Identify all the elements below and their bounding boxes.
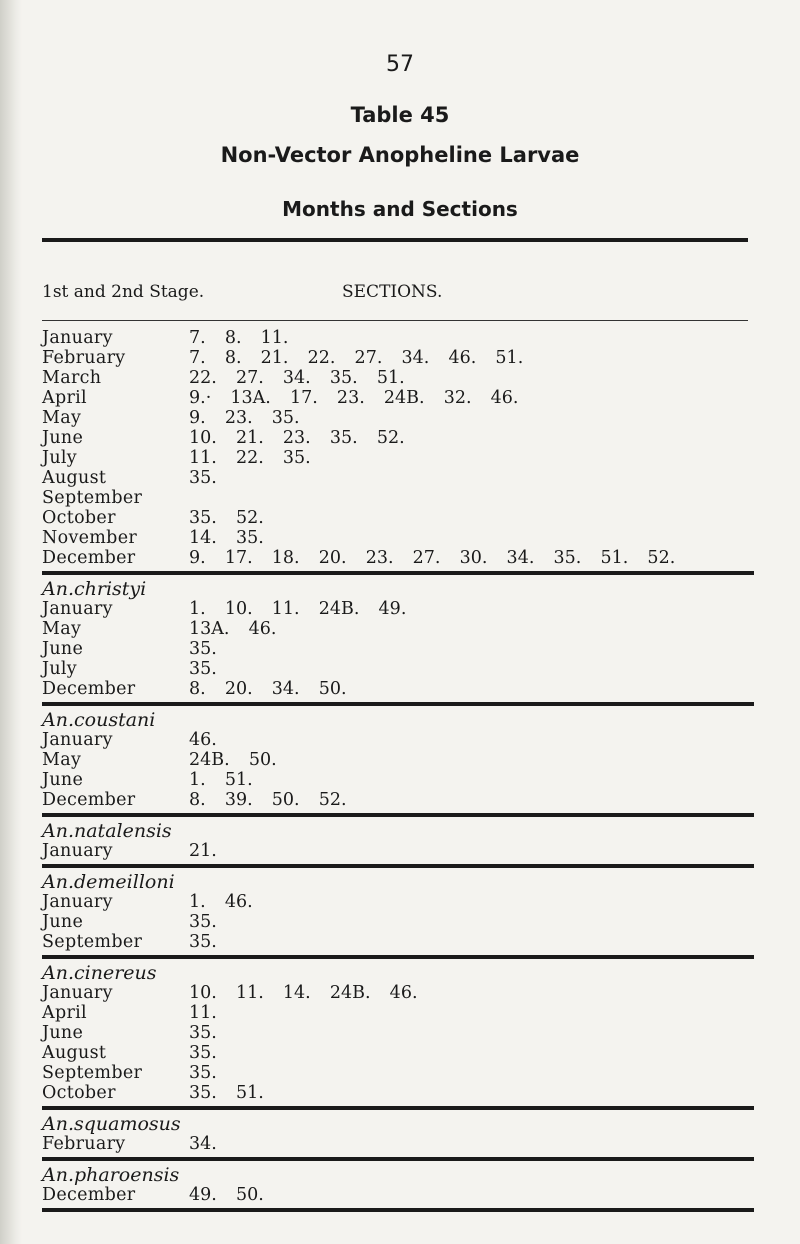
species-name: An.cinereus: [42, 962, 157, 984]
table-row: [42, 790, 754, 810]
sections-cell: 8. 39. 50. 52.: [189, 790, 347, 810]
species-name: An.christyi: [42, 578, 147, 600]
table-row: [42, 730, 754, 750]
sections-cell: 11. 22. 35.: [189, 448, 311, 468]
month-cell: December: [42, 1185, 136, 1205]
species-group: [42, 710, 754, 817]
species-name: An.demeilloni: [42, 871, 175, 893]
sections-cell: 10. 21. 23. 35. 52.: [189, 428, 405, 448]
table-caption: Months and Sections: [282, 197, 518, 221]
table-title: Table 45: [350, 103, 450, 127]
month-cell: January: [42, 983, 113, 1003]
table-row: [42, 368, 754, 388]
top-rule: [42, 238, 748, 242]
month-cell: July: [42, 659, 77, 679]
month-cell: February: [42, 348, 126, 368]
stage-header: 1st and 2nd Stage.: [42, 282, 205, 302]
table-row: [42, 468, 754, 488]
table-row: [42, 528, 754, 548]
table-row: [42, 770, 754, 790]
month-cell: August: [42, 468, 107, 488]
month-cell: September: [42, 1063, 143, 1083]
sections-cell: 1. 10. 11. 24B. 49.: [189, 599, 407, 619]
sections-cell: 34.: [189, 1134, 217, 1154]
sections-cell: 35.: [189, 1043, 217, 1063]
month-cell: January: [42, 328, 113, 348]
sections-cell: 11.: [189, 1003, 217, 1023]
sections-cell: 35. 52.: [189, 508, 264, 528]
sections-cell: 7. 8. 11.: [189, 328, 289, 348]
table-row: [42, 983, 754, 1003]
table-row: [42, 750, 754, 770]
sections-cell: 9.· 13A. 17. 23. 24B. 32. 46.: [189, 388, 519, 408]
sections-cell: 7. 8. 21. 22. 27. 34. 46. 51.: [189, 348, 524, 368]
month-cell: January: [42, 892, 113, 912]
month-cell: November: [42, 528, 138, 548]
sections-cell: 35.: [189, 468, 217, 488]
sections-cell: 46.: [189, 730, 217, 750]
sections-cell: 8. 20. 34. 50.: [189, 679, 347, 699]
month-cell: May: [42, 750, 82, 770]
table-row: [42, 488, 754, 508]
species-name: An.squamosus: [42, 1113, 181, 1135]
table-row: [42, 1043, 754, 1063]
table-row: [42, 1083, 754, 1103]
month-cell: December: [42, 790, 136, 810]
sections-header: SECTIONS.: [342, 282, 443, 302]
month-cell: September: [42, 932, 143, 952]
month-cell: June: [42, 1023, 84, 1043]
sections-cell: 9. 23. 35.: [189, 408, 300, 428]
sections-cell: 35.: [189, 912, 217, 932]
month-cell: December: [42, 679, 136, 699]
species-group: [42, 821, 754, 868]
table-row: [42, 599, 754, 619]
sections-cell: 14. 35.: [189, 528, 264, 548]
table-row: [42, 388, 754, 408]
month-cell: March: [42, 368, 102, 388]
sections-cell: 35.: [189, 1023, 217, 1043]
table-row: [42, 619, 754, 639]
species-name: An.coustani: [42, 709, 156, 731]
sections-cell: 10. 11. 14. 24B. 46.: [189, 983, 418, 1003]
records-table: [42, 328, 754, 1216]
sections-cell: 35.: [189, 639, 217, 659]
species-name: An.natalensis: [42, 820, 172, 842]
month-cell: June: [42, 639, 84, 659]
sections-cell: 1. 46.: [189, 892, 253, 912]
month-cell: May: [42, 619, 82, 639]
month-cell: June: [42, 770, 84, 790]
table-row: [42, 841, 754, 861]
sections-cell: 13A. 46.: [189, 619, 277, 639]
scan-edge: [0, 0, 22, 1244]
table-row: [42, 408, 754, 428]
month-cell: April: [42, 1003, 87, 1023]
month-cell: January: [42, 730, 113, 750]
table-row: [42, 548, 754, 568]
month-cell: August: [42, 1043, 107, 1063]
species-group: [42, 579, 754, 706]
table-row: [42, 348, 754, 368]
sections-cell: 21.: [189, 841, 217, 861]
month-cell: July: [42, 448, 77, 468]
species-name: An.pharoensis: [42, 1164, 180, 1186]
table-row: [42, 448, 754, 468]
species-group: [42, 1165, 754, 1212]
table-row: [42, 1185, 754, 1205]
table-row: [42, 1063, 754, 1083]
sections-cell: 35.: [189, 932, 217, 952]
table-row: [42, 1134, 754, 1154]
month-cell: October: [42, 1083, 116, 1103]
table-row: [42, 912, 754, 932]
month-cell: June: [42, 428, 84, 448]
sections-cell: 9. 17. 18. 20. 23. 27. 30. 34. 35. 51. 52.: [189, 548, 676, 568]
sections-cell: 35.: [189, 1063, 217, 1083]
sections-cell: 24B. 50.: [189, 750, 277, 770]
sections-cell: 35.: [189, 659, 217, 679]
header-rule: [42, 320, 748, 321]
species-group: [42, 872, 754, 959]
month-cell: February: [42, 1134, 126, 1154]
month-cell: January: [42, 841, 113, 861]
table-row: [42, 639, 754, 659]
month-cell: June: [42, 912, 84, 932]
table-row: [42, 892, 754, 912]
table-row: [42, 932, 754, 952]
month-cell: October: [42, 508, 116, 528]
species-group: [42, 1114, 754, 1161]
sections-cell: 49. 50.: [189, 1185, 264, 1205]
species-group: [42, 328, 754, 575]
table-row: [42, 659, 754, 679]
month-cell: September: [42, 488, 143, 508]
table-row: [42, 428, 754, 448]
sections-cell: 1. 51.: [189, 770, 253, 790]
month-cell: December: [42, 548, 136, 568]
sections-cell: 22. 27. 34. 35. 51.: [189, 368, 405, 388]
table-row: [42, 1003, 754, 1023]
species-group: [42, 963, 754, 1110]
page-number: 57: [386, 52, 414, 77]
month-cell: May: [42, 408, 82, 428]
sections-cell: 35. 51.: [189, 1083, 264, 1103]
month-cell: January: [42, 599, 113, 619]
table-row: [42, 1023, 754, 1043]
table-subtitle: Non-Vector Anopheline Larvae: [220, 143, 580, 167]
table-row: [42, 508, 754, 528]
table-row: [42, 679, 754, 699]
month-cell: April: [42, 388, 87, 408]
table-row: [42, 328, 754, 348]
